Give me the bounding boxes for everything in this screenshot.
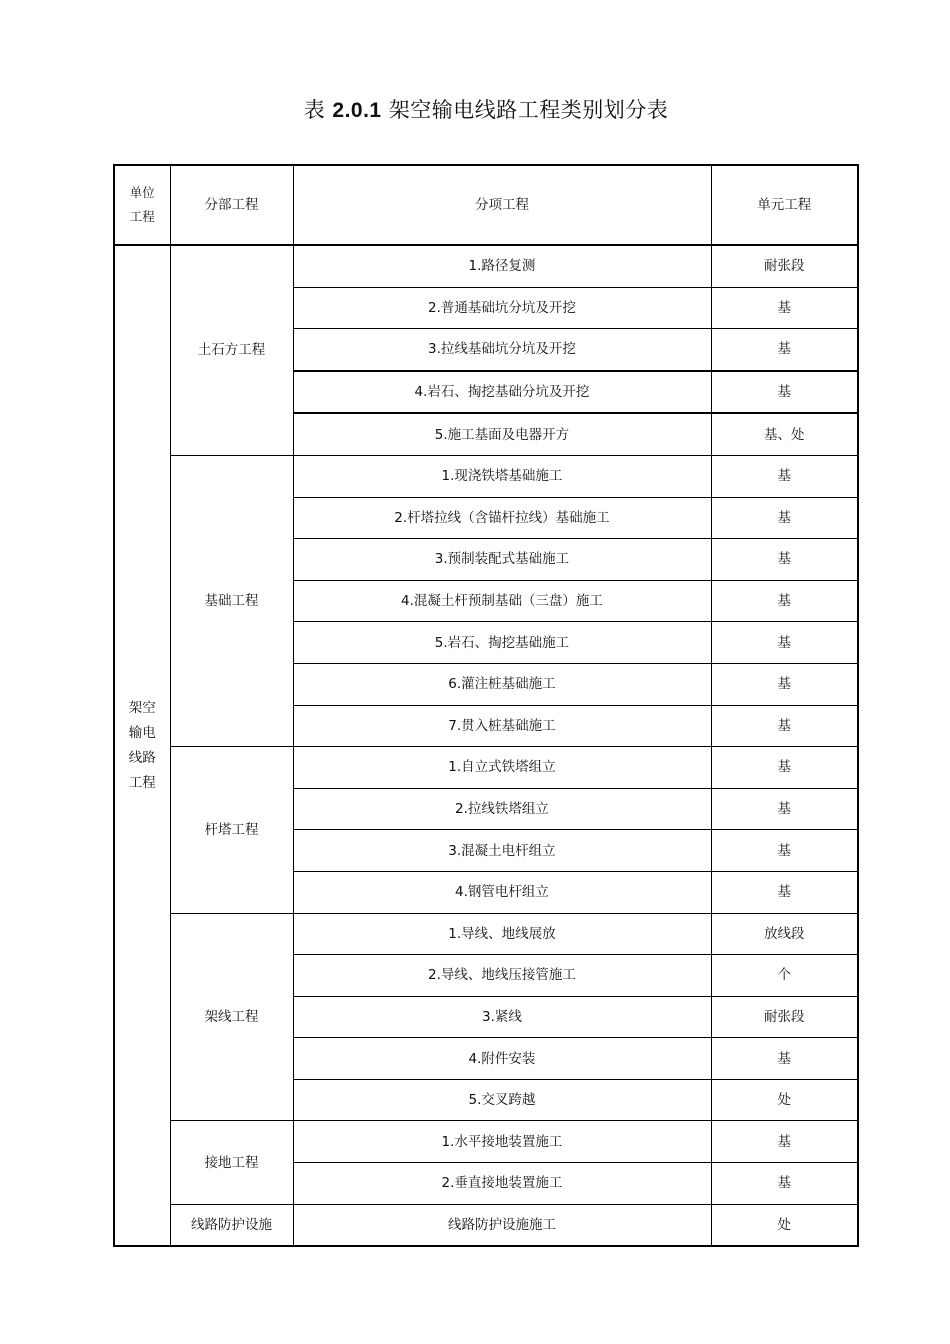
subitem-cell: 4.混凝土杆预制基础（三盘）施工 bbox=[293, 580, 711, 622]
element-cell: 耐张段 bbox=[711, 996, 858, 1038]
table-row bbox=[114, 1204, 858, 1246]
division-cell: 基础工程 bbox=[170, 455, 293, 746]
element-cell: 基 bbox=[711, 329, 858, 371]
table-row bbox=[114, 747, 858, 789]
subitem-cell: 4.岩石、掏挖基础分坑及开挖 bbox=[293, 371, 711, 414]
title-number: 2.0.1 bbox=[332, 99, 382, 122]
subitem-cell: 2.垂直接地装置施工 bbox=[293, 1163, 711, 1205]
element-cell: 基 bbox=[711, 497, 858, 539]
header-subitem: 分项工程 bbox=[293, 165, 711, 245]
header-unit-project: 单位 工程 bbox=[114, 165, 170, 245]
element-cell: 基 bbox=[711, 663, 858, 705]
element-cell: 处 bbox=[711, 1079, 858, 1121]
subitem-cell: 5.交叉跨越 bbox=[293, 1079, 711, 1121]
element-cell: 放线段 bbox=[711, 913, 858, 955]
element-cell: 基 bbox=[711, 539, 858, 581]
subitem-cell: 3.预制装配式基础施工 bbox=[293, 539, 711, 581]
division-cell: 杆塔工程 bbox=[170, 747, 293, 913]
header-division: 分部工程 bbox=[170, 165, 293, 245]
subitem-cell: 7.贯入桩基础施工 bbox=[293, 705, 711, 747]
division-cell: 接地工程 bbox=[170, 1121, 293, 1204]
element-cell: 基 bbox=[711, 455, 858, 497]
subitem-cell: 1.现浇铁塔基础施工 bbox=[293, 455, 711, 497]
division-cell: 线路防护设施 bbox=[170, 1204, 293, 1246]
subitem-cell: 2.拉线铁塔组立 bbox=[293, 788, 711, 830]
document-title bbox=[0, 94, 950, 124]
header-element: 单元工程 bbox=[711, 165, 858, 245]
table-row bbox=[114, 913, 858, 955]
table-row bbox=[114, 245, 858, 287]
subitem-cell: 1.自立式铁塔组立 bbox=[293, 747, 711, 789]
subitem-cell: 6.灌注桩基础施工 bbox=[293, 663, 711, 705]
element-cell: 基 bbox=[711, 705, 858, 747]
element-cell: 处 bbox=[711, 1204, 858, 1246]
subitem-cell: 3.拉线基础坑分坑及开挖 bbox=[293, 329, 711, 371]
element-cell: 基 bbox=[711, 371, 858, 414]
table-header-row bbox=[114, 165, 858, 245]
element-cell: 基 bbox=[711, 622, 858, 664]
table-row bbox=[114, 455, 858, 497]
subitem-cell: 2.导线、地线压接管施工 bbox=[293, 955, 711, 997]
subitem-cell: 1.水平接地装置施工 bbox=[293, 1121, 711, 1163]
subitem-cell: 1.路径复测 bbox=[293, 245, 711, 287]
table-row bbox=[114, 1121, 858, 1163]
element-cell: 基、处 bbox=[711, 413, 858, 455]
subitem-cell: 5.施工基面及电器开方 bbox=[293, 413, 711, 455]
element-cell: 基 bbox=[711, 1038, 858, 1080]
classification-table bbox=[113, 164, 859, 1247]
element-cell: 基 bbox=[711, 830, 858, 872]
subitem-cell: 线路防护设施施工 bbox=[293, 1204, 711, 1246]
element-cell: 基 bbox=[711, 747, 858, 789]
title-prefix: 表 bbox=[303, 98, 326, 122]
title-text: 架空输电线路工程类别划分表 bbox=[388, 98, 669, 122]
subitem-cell: 4.钢管电杆组立 bbox=[293, 871, 711, 913]
subitem-cell: 2.杆塔拉线（含锚杆拉线）基础施工 bbox=[293, 497, 711, 539]
element-cell: 基 bbox=[711, 788, 858, 830]
element-cell: 个 bbox=[711, 955, 858, 997]
unit-project-cell: 架空 输电 线路 工程 bbox=[114, 245, 170, 1246]
element-cell: 基 bbox=[711, 1163, 858, 1205]
division-cell: 土石方工程 bbox=[170, 245, 293, 455]
element-cell: 耐张段 bbox=[711, 245, 858, 287]
subitem-cell: 3.紧线 bbox=[293, 996, 711, 1038]
subitem-cell: 2.普通基础坑分坑及开挖 bbox=[293, 287, 711, 329]
subitem-cell: 4.附件安装 bbox=[293, 1038, 711, 1080]
subitem-cell: 3.混凝土电杆组立 bbox=[293, 830, 711, 872]
division-cell: 架线工程 bbox=[170, 913, 293, 1121]
element-cell: 基 bbox=[711, 871, 858, 913]
element-cell: 基 bbox=[711, 1121, 858, 1163]
subitem-cell: 5.岩石、掏挖基础施工 bbox=[293, 622, 711, 664]
element-cell: 基 bbox=[711, 580, 858, 622]
subitem-cell: 1.导线、地线展放 bbox=[293, 913, 711, 955]
element-cell: 基 bbox=[711, 287, 858, 329]
